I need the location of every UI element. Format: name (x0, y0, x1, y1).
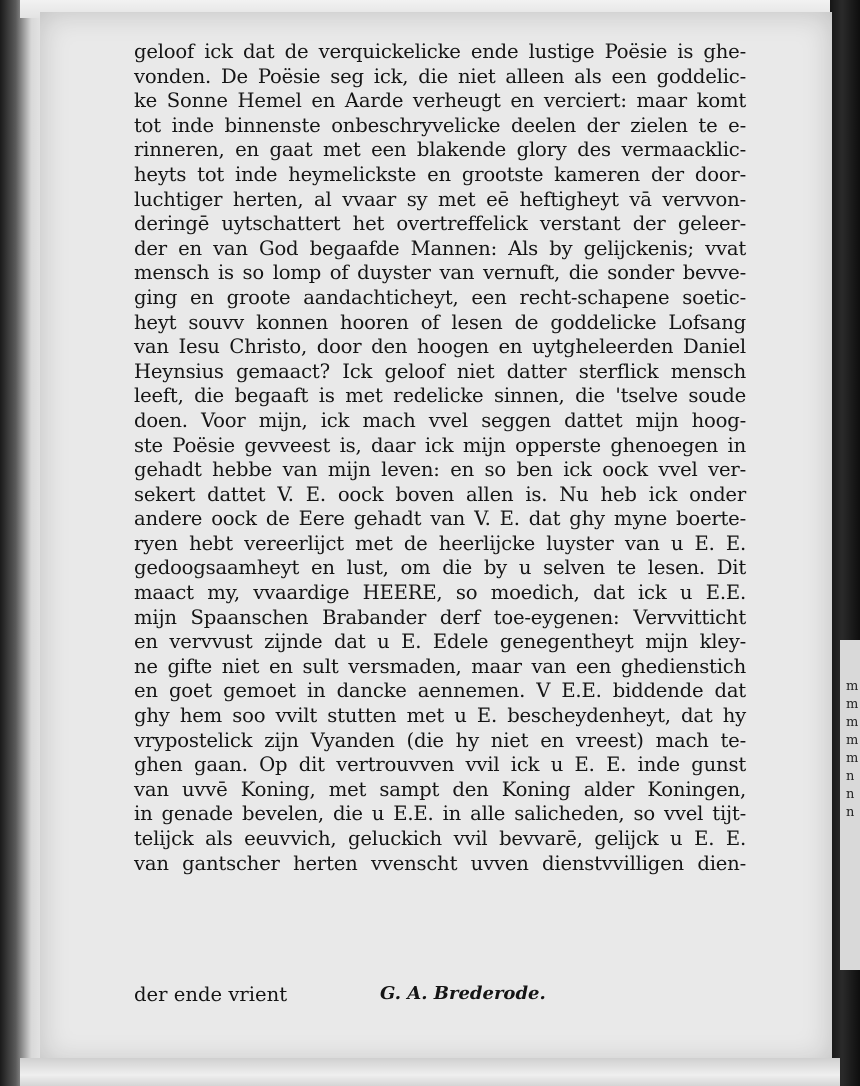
text-line: mensch is so lomp of duyster van vernuft, die sonder bevve- (134, 261, 746, 285)
dedication-text (134, 40, 746, 876)
closing-line: der ende vrient (134, 983, 288, 1006)
text-line: ging en groote aandachticheyt, een recht-schapene soetic- (134, 285, 746, 309)
text-line: en goet gemoet in dancke aennemen. V E.E. biddende dat (134, 679, 746, 703)
text-line: ke Sonne Hemel en Aarde verheugt en verciert: maar komt (134, 89, 746, 113)
text-line: van uvvē Koning, met sampt den Koning alder Koningen, (134, 777, 746, 801)
text-line: der en van God begaafde Mannen: Als by gelijckenis; vvat (134, 236, 746, 260)
text-line: gedoogsaamheyt en lust, om die by u selven te lesen. Dit (134, 556, 746, 580)
text-line: doen. Voor mijn, ick mach vvel seggen dattet mijn hoog- (134, 408, 746, 432)
text-line: en vervvust zijnde dat u E. Edele genegentheyt mijn kley- (134, 630, 746, 654)
text-line: Heynsius gemaact? Ick geloof niet datter sterflick mensch (134, 359, 746, 383)
text-line: gehadt hebbe van mijn leven: en so ben ick oock vvel ver- (134, 458, 746, 482)
text-line: geloof ick dat de verquickelicke ende lustige Poësie is ghe- (134, 40, 746, 63)
text-line: ne gifte niet en sult versmaden, maar van een ghedienstich (134, 654, 746, 678)
next-leaf-text: m m m m m n n n (846, 679, 859, 820)
text-line: ghy hem soo vvilt stutten met u E. bescheydenheyt, dat hy (134, 704, 746, 728)
text-line: ryen hebt vereerlijct met de heerlijcke luyster van u E. E. (134, 531, 746, 555)
text-line: telijck als eeuvvich, geluckich vvil bevvarē, gelijck u E. E. (134, 827, 746, 850)
text-line: luchtiger herten, al vvaar sy met eē heftigheyt vā vervvon- (134, 187, 746, 211)
signature: G. A. Brederode. (380, 983, 546, 1004)
text-line: maact my, vvaardige HEERE, so moedich, dat ick u E.E. (134, 581, 746, 605)
text-line: in genade bevelen, die u E.E. in alle salicheden, so vvel tijt- (134, 802, 746, 826)
page-bottom-edge (20, 1058, 840, 1086)
text-line: ste Poësie gevveest is, daar ick mijn opperste ghenoegen in (134, 433, 746, 457)
text-line: ghen gaan. Op dit vertrouvven vvil ick u E. E. inde gunst (134, 753, 746, 777)
text-line: mijn Spaanschen Brabander derf toe-eygenen: Vervvitticht (134, 605, 746, 629)
text-line: vonden. De Poësie seg ick, die niet alleen als een goddelic- (134, 64, 746, 88)
text-line: sekert dattet V. E. oock boven allen is. Nu heb ick onder (134, 482, 746, 506)
text-line: vrypostelick zijn Vyanden (die hy niet en vreest) mach te- (134, 728, 746, 752)
text-line: heyt souvv konnen hooren of lesen de goddelicke Lofsang (134, 310, 746, 334)
text-line: deringē uytschattert het overtreffelick verstant der geleer- (134, 212, 746, 236)
text-line: van gantscher herten vvenscht uvven dienstvvilligen dien- (134, 851, 746, 875)
text-line: rinneren, en gaat met een blakende glory des vermaacklic- (134, 138, 746, 162)
text-line: leeft, die begaaft is met redelicke sinnen, die 'tselve soude (134, 384, 746, 408)
text-line: heyts tot inde heymelickste en grootste kameren der door- (134, 162, 746, 186)
text-line: tot inde binnenste onbeschryvelicke deelen der zielen te e- (134, 113, 746, 137)
text-line: van Iesu Christo, door den hoogen en uytgheleerden Daniel (134, 335, 746, 359)
next-leaf-edge (840, 640, 860, 970)
text-line: andere oock de Eere gehadt van V. E. dat ghy myne boerte- (134, 507, 746, 531)
